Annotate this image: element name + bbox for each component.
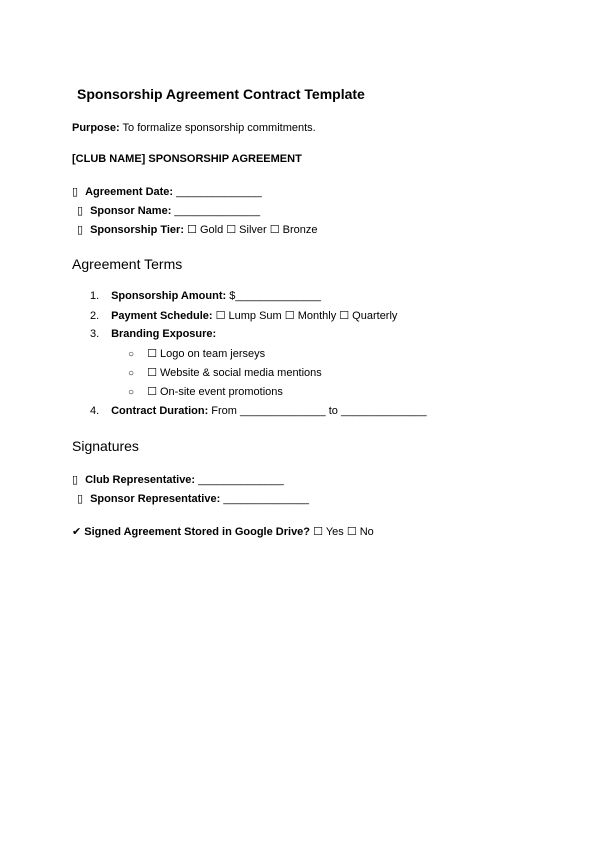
- agreement-heading: [CLUB NAME] SPONSORSHIP AGREEMENT: [72, 153, 302, 165]
- agreement-date-label: Agreement Date:: [85, 186, 174, 198]
- sponsor-name-label: Sponsor Name:: [90, 205, 172, 217]
- purpose-text: To formalize sponsorship commitments.: [122, 122, 316, 134]
- purpose-line: [72, 122, 316, 134]
- document-title: Sponsorship Agreement Contract Template: [77, 86, 365, 102]
- club-rep-field: [72, 473, 284, 486]
- storage-line: [72, 525, 374, 538]
- club-rep-blank[interactable]: ______________: [198, 474, 284, 486]
- checkbox-icon: ▯: [77, 205, 84, 217]
- checkbox-icon: ▯: [72, 186, 79, 198]
- storage-label: Signed Agreement Stored in Google Drive?: [84, 526, 311, 538]
- checkbox-icon: ▯: [77, 224, 84, 236]
- sponsor-rep-label: Sponsor Representative:: [90, 493, 221, 505]
- agreement-date-blank[interactable]: ______________: [176, 186, 262, 198]
- term-value[interactable]: $______________: [229, 290, 321, 302]
- checkbox-icon: ▯: [72, 474, 79, 486]
- term-value[interactable]: ☐ Lump Sum ☐ Monthly ☐ Quarterly: [215, 310, 398, 322]
- branding-option: [128, 347, 265, 360]
- term-item: 3. Branding Exposure:: [90, 328, 217, 340]
- branding-option-text[interactable]: ☐ Website & social media mentions: [147, 367, 322, 379]
- sponsor-name-field: [77, 204, 260, 217]
- term-item: 4. Contract Duration: From ______________ to ______________: [90, 405, 427, 417]
- branding-option: [128, 366, 322, 379]
- term-item: 1. Sponsorship Amount: $______________: [90, 290, 321, 302]
- agreement-date-field: [72, 185, 262, 198]
- term-label: Sponsorship Amount:: [111, 290, 227, 302]
- branding-option: [128, 385, 283, 398]
- circle-bullet-icon: ○: [128, 387, 135, 398]
- storage-options[interactable]: ☐ Yes ☐ No: [313, 526, 374, 538]
- term-label: Contract Duration:: [111, 405, 209, 417]
- circle-bullet-icon: ○: [128, 349, 135, 360]
- term-label: Branding Exposure:: [111, 328, 217, 340]
- terms-heading: Agreement Terms: [72, 256, 183, 272]
- sponsor-tier-field: [77, 223, 318, 236]
- term-label: Payment Schedule:: [111, 310, 213, 322]
- checkbox-icon: ▯: [77, 493, 84, 505]
- sponsor-tier-options[interactable]: ☐ Gold ☐ Silver ☐ Bronze: [187, 224, 318, 236]
- circle-bullet-icon: ○: [128, 368, 135, 379]
- branding-option-text[interactable]: ☐ On-site event promotions: [147, 386, 283, 398]
- signatures-heading: Signatures: [72, 438, 139, 454]
- branding-option-text[interactable]: ☐ Logo on team jerseys: [147, 348, 266, 360]
- term-value[interactable]: From ______________ to ______________: [211, 405, 427, 417]
- sponsor-rep-field: [77, 492, 309, 505]
- club-rep-label: Club Representative:: [85, 474, 196, 486]
- purpose-label: Purpose:: [72, 122, 120, 134]
- sponsor-name-blank[interactable]: ______________: [174, 205, 261, 217]
- term-item: 2. Payment Schedule: ☐ Lump Sum ☐ Monthly ☐ Quarterly: [90, 310, 398, 322]
- sponsor-tier-label: Sponsorship Tier:: [90, 224, 184, 236]
- sponsor-rep-blank[interactable]: ______________: [223, 493, 309, 505]
- checkmark-icon: ✔: [72, 526, 82, 538]
